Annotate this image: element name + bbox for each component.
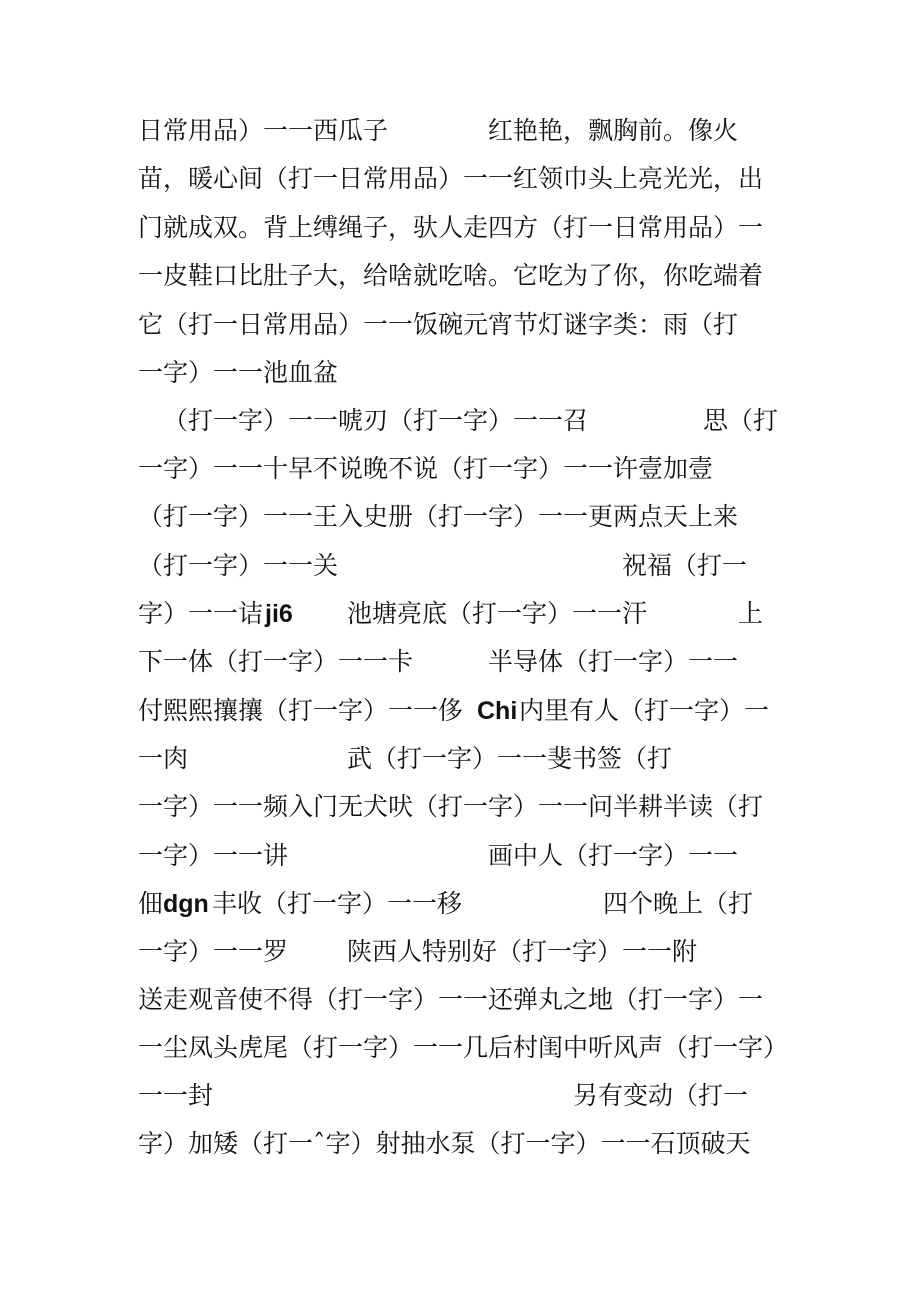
text-segment: 半导体（打一字）一一 (488, 647, 739, 676)
text-line (0, 787, 920, 827)
text-line (0, 739, 920, 779)
text-segment: 付熙熙攘攘（打一字）一一侈 (138, 696, 464, 725)
pinyin-annotation: Chi (477, 697, 518, 725)
text-line (0, 1076, 920, 1116)
text-segment: 一一封 (138, 1081, 214, 1110)
text-line (0, 546, 920, 586)
text-segment: 武（打一字）一一斐书签（打 (347, 744, 673, 773)
text-line (0, 208, 920, 248)
text-line (0, 159, 920, 199)
text-line (0, 836, 920, 876)
text-segment: 一字）一一池血盆 (138, 358, 339, 387)
text-segment: （打一字）一一唬刃（打一字）一一召 (163, 406, 589, 435)
text-line (0, 1124, 920, 1164)
text-segment: 上 (738, 599, 764, 628)
text-segment: 祝福（打一 (622, 551, 748, 580)
text-segment: 门就成双。背上缚绳子，驮人走四方（打一日常用品）一 (138, 213, 764, 242)
text-line (0, 305, 920, 345)
text-segment: 字）加矮（打一ˆ字）射抽水泵（打一字）一一石顶破天 (138, 1129, 751, 1158)
text-segment: 下一体（打一字）一一卡 (138, 647, 414, 676)
text-segment: 丰收（打一字）一一移 (212, 889, 463, 918)
text-segment: 陕西人特别好（打一字）一一附 (347, 937, 698, 966)
text-segment: 佃 (138, 889, 164, 918)
text-line (0, 449, 920, 489)
text-line (0, 497, 920, 537)
text-segment: （打一字）一一王入史册（打一字）一一更两点天上来 (138, 502, 739, 531)
text-segment: 内里有人（打一字）一 (519, 696, 770, 725)
text-line (0, 932, 920, 972)
pinyin-annotation: ji6 (265, 600, 293, 628)
text-segment: 一字）一一十早不说晚不说（打一字）一一许壹加壹 (138, 454, 714, 483)
text-segment: 池塘亮底（打一字）一一汗 (347, 599, 648, 628)
text-segment: 苗，暖心间（打一日常用品）一一红领巾头上亮光光，出 (138, 164, 764, 193)
text-segment: 四个晚上（打 (603, 889, 754, 918)
text-segment: 日常用品）一一西瓜子 (138, 116, 389, 145)
text-segment: 一尘凤头虎尾（打一字）一一几后村闺中听风声（打一字） (138, 1033, 789, 1062)
text-segment: 一字）一一罗 (138, 937, 289, 966)
text-segment: （打一字）一一关 (138, 551, 339, 580)
text-line (0, 884, 920, 924)
text-segment: 一肉 (138, 744, 189, 773)
text-line (0, 594, 920, 634)
text-line (0, 353, 920, 393)
text-segment: 一皮鞋口比肚子大，给啥就吃啥。它吃为了你，你吃端着 (138, 261, 764, 290)
text-segment: 它（打一日常用品）一一饭碗元宵节灯谜字类：雨（打 (138, 310, 739, 339)
text-segment: 字）一一诘 (138, 599, 264, 628)
text-segment: 思（打 (703, 406, 779, 435)
pinyin-annotation: dgn (163, 890, 209, 918)
text-line (0, 1028, 920, 1068)
text-line (0, 691, 920, 731)
text-line (0, 642, 920, 682)
text-line (0, 256, 920, 296)
text-segment: 画中人（打一字）一一 (488, 841, 739, 870)
text-segment: 红艳艳，飘胸前。像火 (488, 116, 739, 145)
text-line (0, 980, 920, 1020)
text-segment: 送走观音使不得（打一字）一一还弹丸之地（打一字）一 (138, 985, 764, 1014)
text-segment: 另有变动（打一 (573, 1081, 749, 1110)
text-segment: 一字）一一讲 (138, 841, 289, 870)
text-line (0, 401, 920, 441)
text-line (0, 111, 920, 151)
text-segment: 一字）一一频入门无犬吠（打一字）一一问半耕半读（打 (138, 792, 764, 821)
